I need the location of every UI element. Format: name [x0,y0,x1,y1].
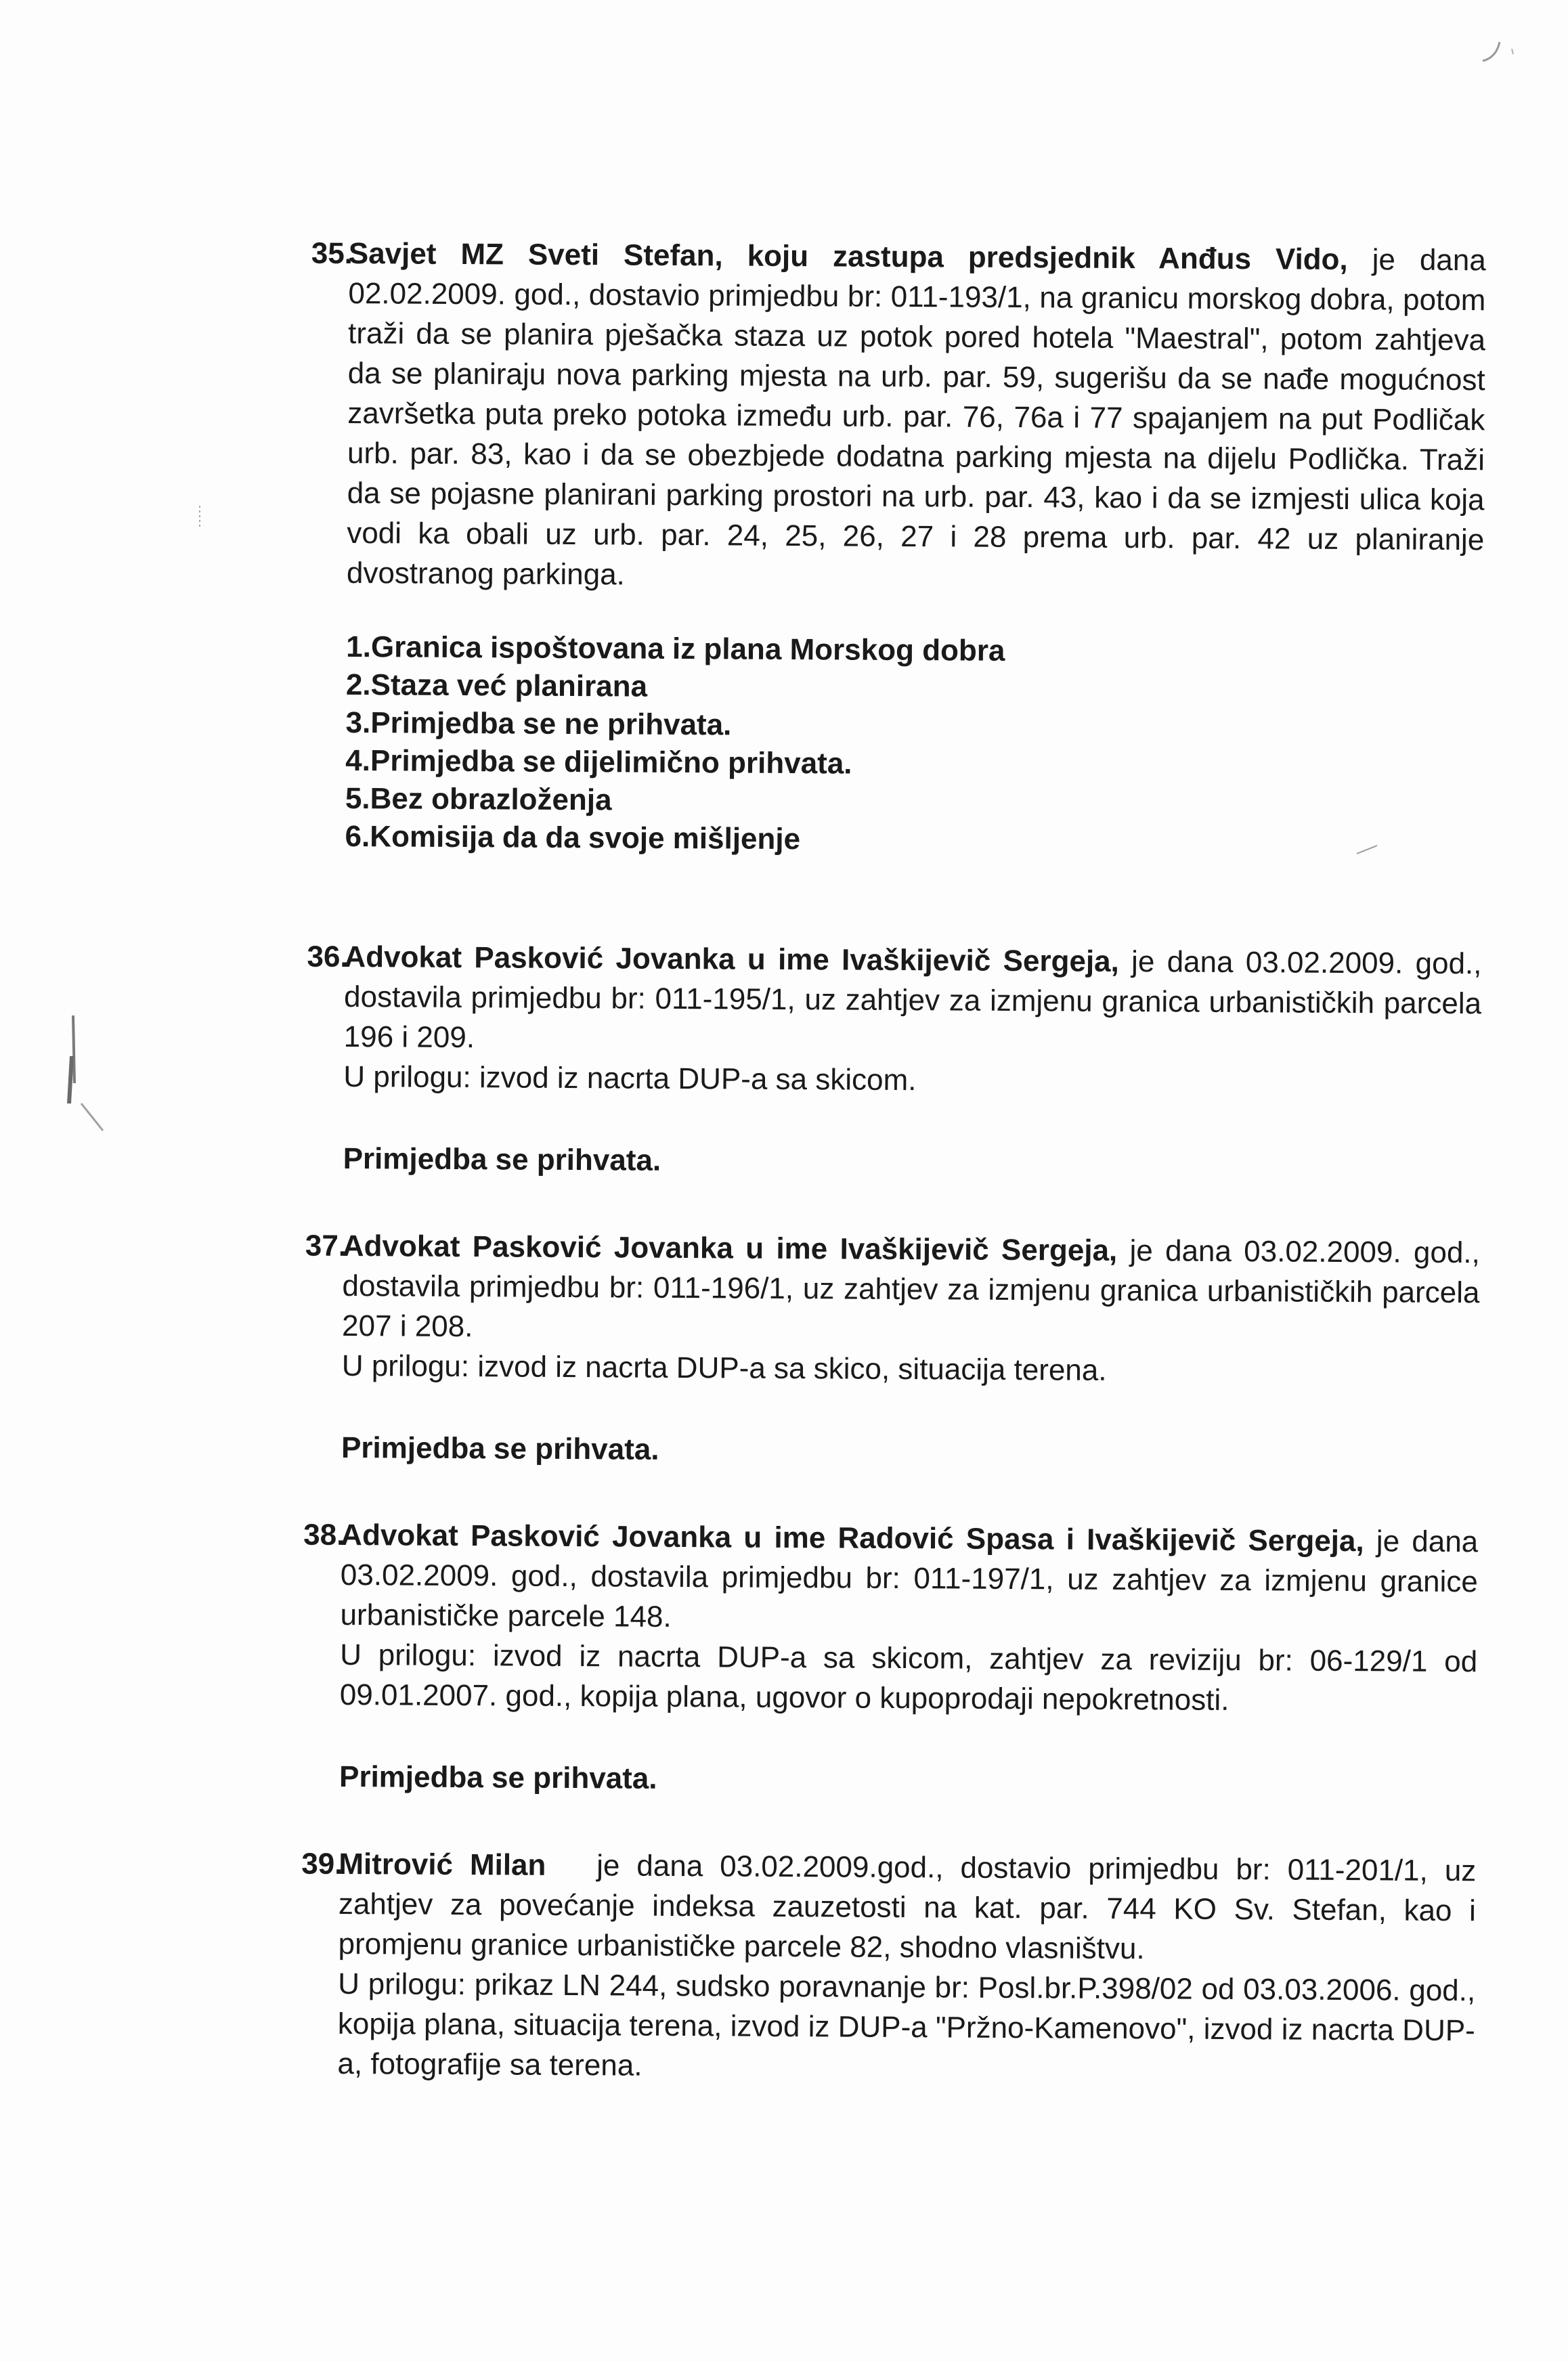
decision-item: 5.Bez obrazloženja [345,781,612,817]
entry-number: 39. [301,1847,343,1881]
entry-submitter: Advokat Pasković Jovanka u ime Ivaškijevič Sergeja, [344,940,1119,978]
scan-mark-top-right [1479,34,1520,68]
entry-attachment: U prilogu: prikaz LN 244, sudsko poravnanje br: Posl.br.P.398/02 od 03.03.2006. god., kopija plana, situacija terena, izvod iz DUP-a "Pržno-Kamenovo", izvod iz nacrta DUP-a, fotografije sa terena. [337,1967,1476,2082]
decision-item: 2.Staza već planirana [345,668,648,703]
decision-item: 3.Primjedba se ne prihvata. [345,705,732,742]
objection-entry-37 [305,1226,1480,1474]
decision-item: 6.Komisija da da svoje mišljenje [345,819,801,856]
objection-entry-39 [301,1844,1485,2091]
entry-attachment: U prilogu: izvod iz nacrta DUP-a sa skico, situacija terena. [341,1349,1107,1387]
entry-number: 35. [311,236,353,271]
entry-description: je dana 03.02.2009. god., dostavila primjedbu br: 011-196/1, uz zahtjev za izmjenu granica urbanističkih parcela 207 i 208. [341,1233,1480,1344]
entry-submitter: Mitrović Milan [339,1847,546,1882]
entry-submitter: Savjet MZ Sveti Stefan, koju zastupa predsjednik Anđus Vido, [348,236,1348,277]
entry-description: je dana 03.02.2009. god., dostavila primjedbu br: 011-197/1, uz zahtjev za izmjenu granice urbanističke parcele 148. [340,1525,1479,1634]
decision-item: 1.Granica ispoštovana iz plana Morskog dobra [346,630,1005,668]
entry-verdict: Primjedba se prihvata. [343,1141,661,1177]
entry-description: je dana 03.02.2009.god., dostavio primjedbu br: 011-201/1, uz zahtjev za povećanje indeksa zauzetosti na kat. par. 744 KO Sv. Stefan, kao i promjenu granice urbanističke parcele 82, shodno vlasništvu. [338,1848,1485,1966]
entry-text [342,1226,1480,1353]
entry-text [347,234,1486,600]
entry-number: 36. [307,940,349,974]
entry-number: 37. [305,1229,347,1263]
entry-text [338,1844,1485,1971]
entry-verdict: Primjedba se prihvata. [341,1430,659,1466]
entry-description: je dana 03.02.2009. god., dostavila primjedbu br: 011-195/1, uz zahtjev za izmjenu granica urbanističkih parcela 196 i 209. [343,944,1482,1055]
objection-entry-38 [303,1515,1479,1803]
entry-attachment: U prilogu: izvod iz nacrta DUP-a sa skicom. [343,1059,917,1097]
document-body [301,234,1486,2091]
entry-description: je dana 02.02.2009. god., dostavio primjedbu br: 011-193/1, na granicu morskog dobra, potom traži da se planira pješačka staza uz potok pored hotela "Maestral", potom zahtjeva da se planiraju nova parking mjesta na urb. par. 59, sugerišu da se nađe mogućnost završetka puta preko potoka između urb. par. 76, 76a i 77 spajanjem na put Podličak urb. par. 83, kao i da se obezbjede dodatna parking mjesta na dijelu Podlička. Traži da se pojasne planirani parking prostori na urb. par. 43, kao i da se izmjesti ulica koja vodi ka obali uz urb. par. 24, 25, 26, 27 i 28 prema urb. par. 42 uz planiranje dvostranog parkinga. [346,243,1486,592]
scan-mark-left-margin [54,1009,115,1144]
entry-text [340,1515,1478,1642]
decision-list [345,628,1483,862]
objection-entry-35 [311,234,1486,862]
entry-attachment: U prilogu: izvod iz nacrta DUP-a sa skicom, zahtjev za reviziju br: 06-129/1 od 09.01.2007. god., kopija plana, ugovor o kupoprodaji nepokretnosti. [339,1638,1478,1717]
entry-submitter: Advokat Pasković Jovanka u ime Ivaškijevič Sergeja, [342,1229,1118,1267]
entry-submitter: Advokat Pasković Jovanka u ime Radović Spasa i Ivaškijevič Sergeja, [341,1518,1364,1558]
scan-mark-left-small [193,504,206,531]
entry-number: 38. [303,1518,345,1552]
objection-entry-36 [307,937,1482,1185]
decision-item: 4.Primjedba se dijelimično prihvata. [345,743,852,781]
entry-text [344,937,1482,1064]
entry-verdict: Primjedba se prihvata. [339,1759,657,1795]
